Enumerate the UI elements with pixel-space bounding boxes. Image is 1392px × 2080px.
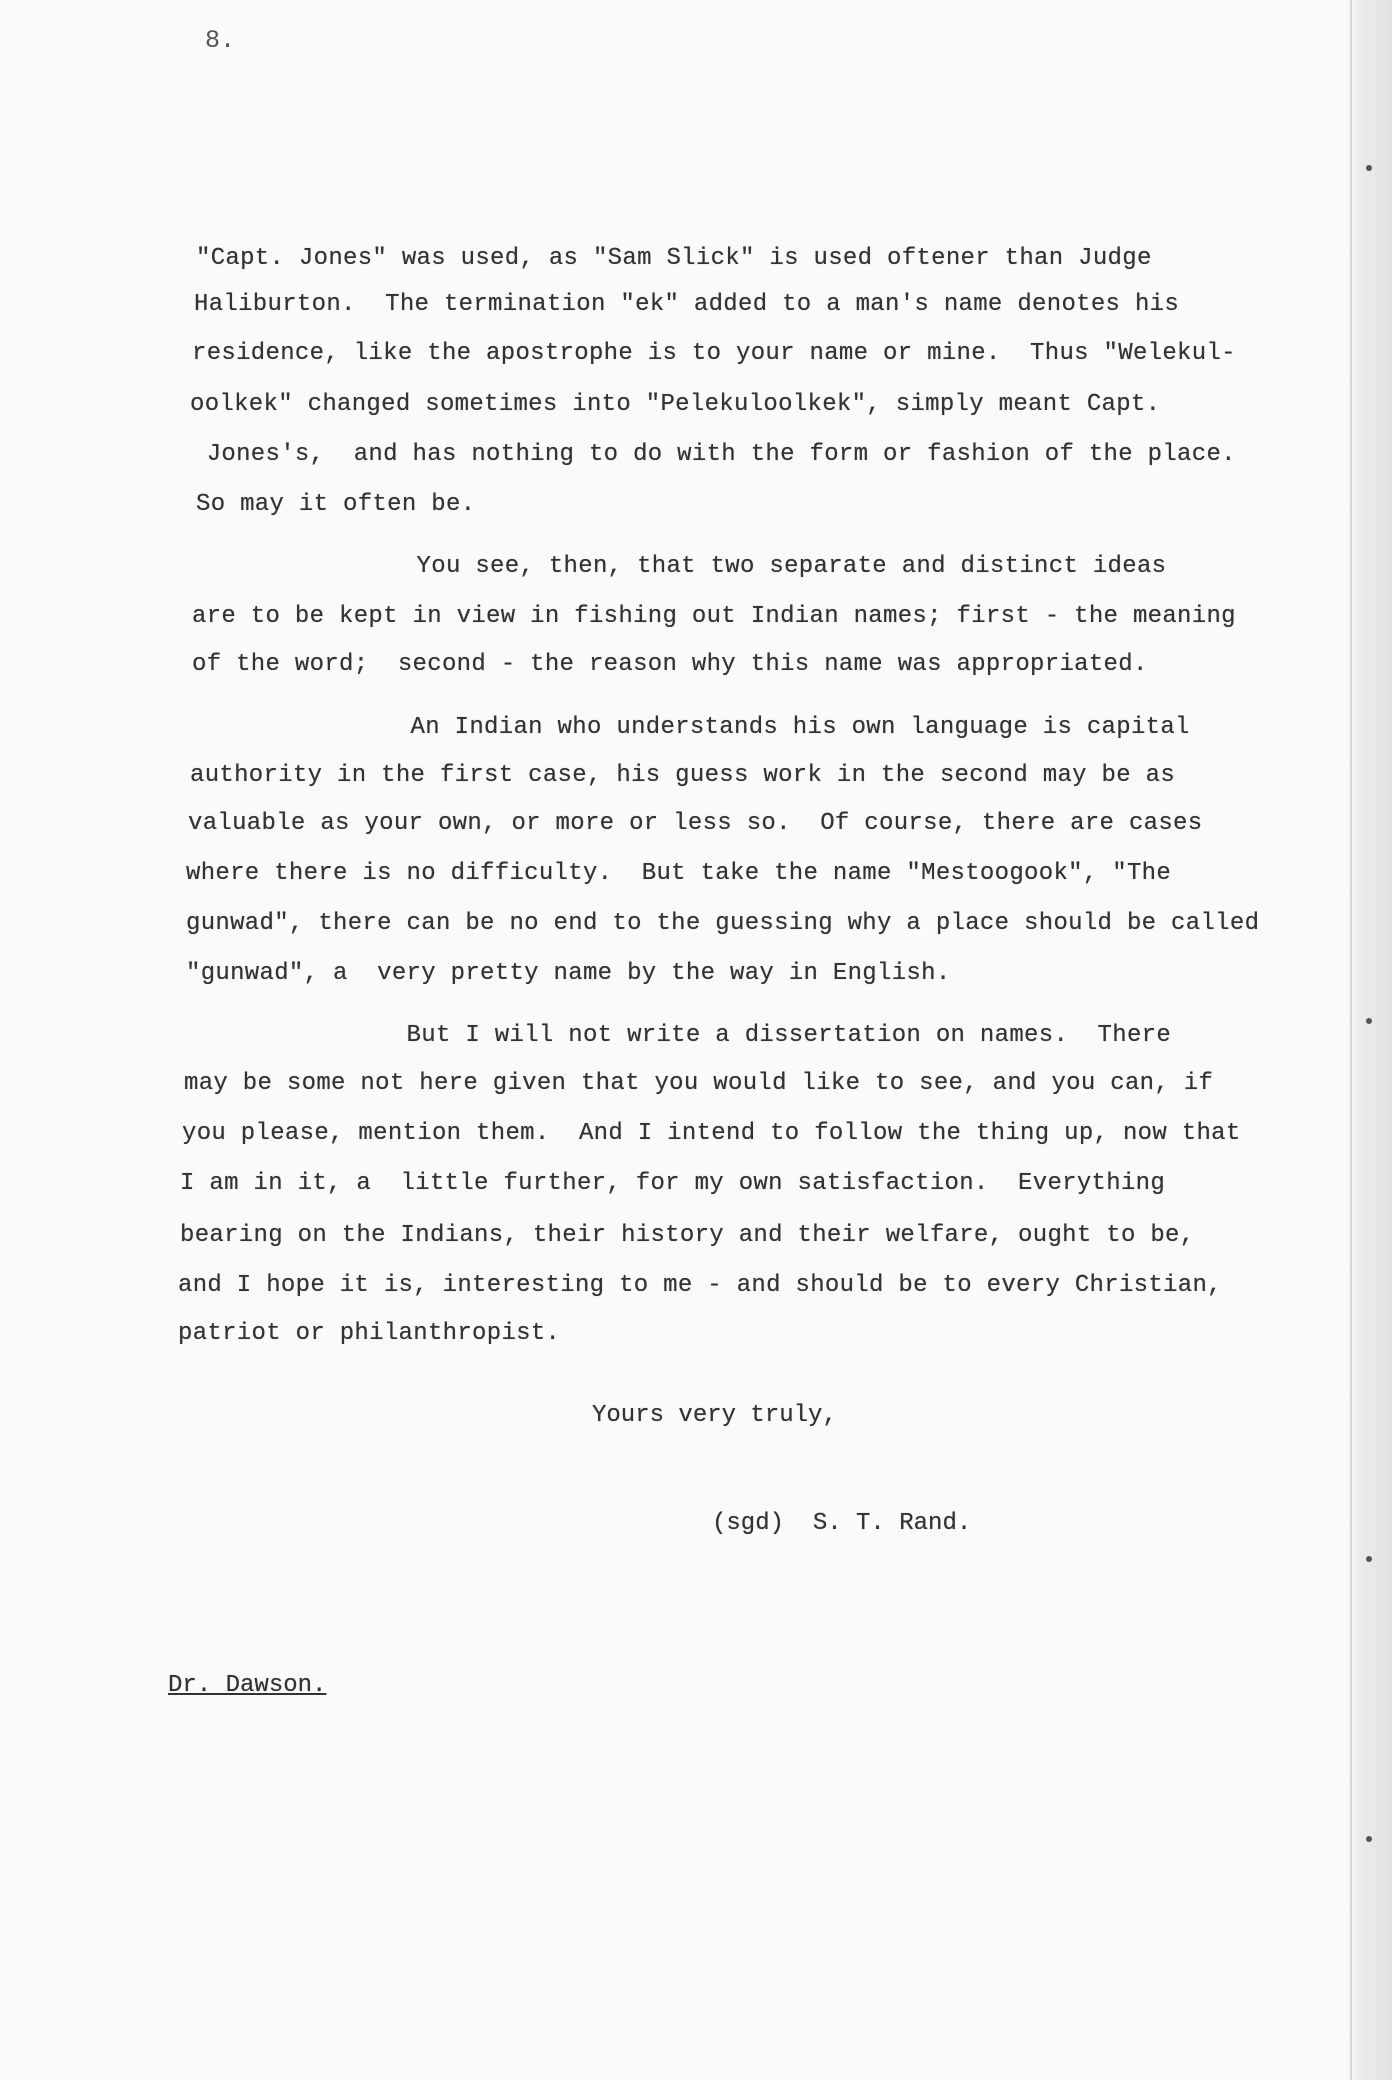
text-line: So may it often be.: [196, 491, 476, 518]
text-line: I am in it, a little further, for my own satisfaction. Everything: [180, 1170, 1166, 1197]
text-line: oolkek" changed sometimes into "Pelekuloolkek", simply meant Capt.: [190, 391, 1161, 418]
text-line: valuable as your own, or more or less so. Of course, there are cases: [188, 810, 1203, 837]
text-line: You see, then, that two separate and distinct ideas: [196, 553, 1167, 580]
margin-mark: [1366, 165, 1372, 171]
text-line: you please, mention them. And I intend to follow the thing up, now that: [182, 1120, 1241, 1147]
text-line: "gunwad", a very pretty name by the way in English.: [186, 960, 951, 987]
text-line: patriot or philanthropist.: [178, 1320, 561, 1347]
page-edge-line: [1350, 0, 1352, 2080]
text-line: of the word; second - the reason why this name was appropriated.: [192, 651, 1148, 678]
text-line: and I hope it is, interesting to me - and should be to every Christian,: [178, 1272, 1222, 1299]
text-line: Haliburton. The termination "ek" added to a man's name denotes his: [194, 291, 1180, 318]
text-line: Jones's, and has nothing to do with the form or fashion of the place.: [192, 441, 1236, 468]
closing-salutation: Yours very truly,: [592, 1402, 837, 1429]
text-line: residence, like the apostrophe is to your name or mine. Thus "Welekul-: [192, 340, 1236, 367]
text-line: may be some not here given that you would like to see, and you can, if: [184, 1070, 1214, 1097]
signature: (sgd) S. T. Rand.: [712, 1510, 972, 1537]
text-line: gunwad", there can be no end to the guessing why a place should be called: [186, 910, 1260, 937]
margin-mark: [1366, 1018, 1372, 1024]
text-line: are to be kept in view in fishing out Indian names; first - the meaning: [192, 603, 1236, 630]
text-line: "Capt. Jones" was used, as "Sam Slick" is used oftener than Judge: [196, 245, 1152, 272]
text-line: bearing on the Indians, their history and their welfare, ought to be,: [180, 1222, 1195, 1249]
text-line: where there is no difficulty. But take the name "Mestoogook", "The: [186, 860, 1172, 887]
margin-mark: [1366, 1836, 1372, 1842]
page-number: 8.: [205, 26, 236, 55]
addressee: Dr. Dawson.: [168, 1672, 327, 1699]
margin-mark: [1366, 1556, 1372, 1562]
page-edge-shadow: [1346, 0, 1392, 2080]
text-line: An Indian who understands his own language is capital: [190, 714, 1190, 741]
text-line: But I will not write a dissertation on names. There: [186, 1022, 1172, 1049]
text-line: authority in the first case, his guess work in the second may be as: [190, 762, 1176, 789]
